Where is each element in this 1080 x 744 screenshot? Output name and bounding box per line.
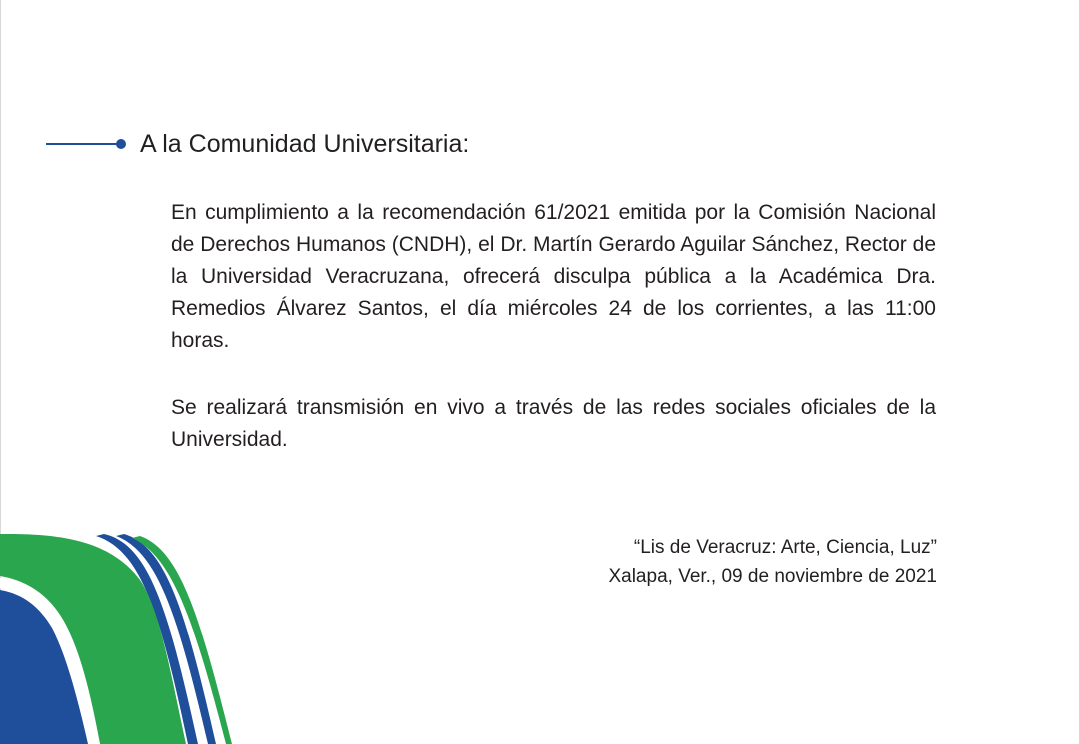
line-dot-bullet-icon (46, 143, 118, 145)
broadcast-paragraph: Se realizará transmisión en vivo a través de las redes sociales oficiales de la Universidad. (171, 396, 936, 451)
announcement-paragraph: En cumplimiento a la recomendación 61/2021 emitida por la Comisión Nacional de Derechos Humanos (CNDH), el Dr. Martín Gerardo Aguilar Sánchez, Rector de la Universidad Veracruzana, ofrecerá disculpa pública a la Académica Dra. Remedios Álvarez Santos, el día miércoles 24 de los corrientes, a las 11:00 horas. (171, 201, 936, 352)
page-title: A la Comunidad Universitaria: (140, 130, 470, 158)
university-motto: “Lis de Veracruz: Arte, Ciencia, Luz” (633, 537, 937, 558)
place-and-date: Xalapa, Ver., 09 de noviembre de 2021 (608, 566, 937, 587)
heading-row (46, 126, 469, 162)
bullet-dot-icon (116, 139, 126, 149)
closing-block (608, 533, 937, 591)
uv-swoosh-icon (0, 520, 250, 744)
